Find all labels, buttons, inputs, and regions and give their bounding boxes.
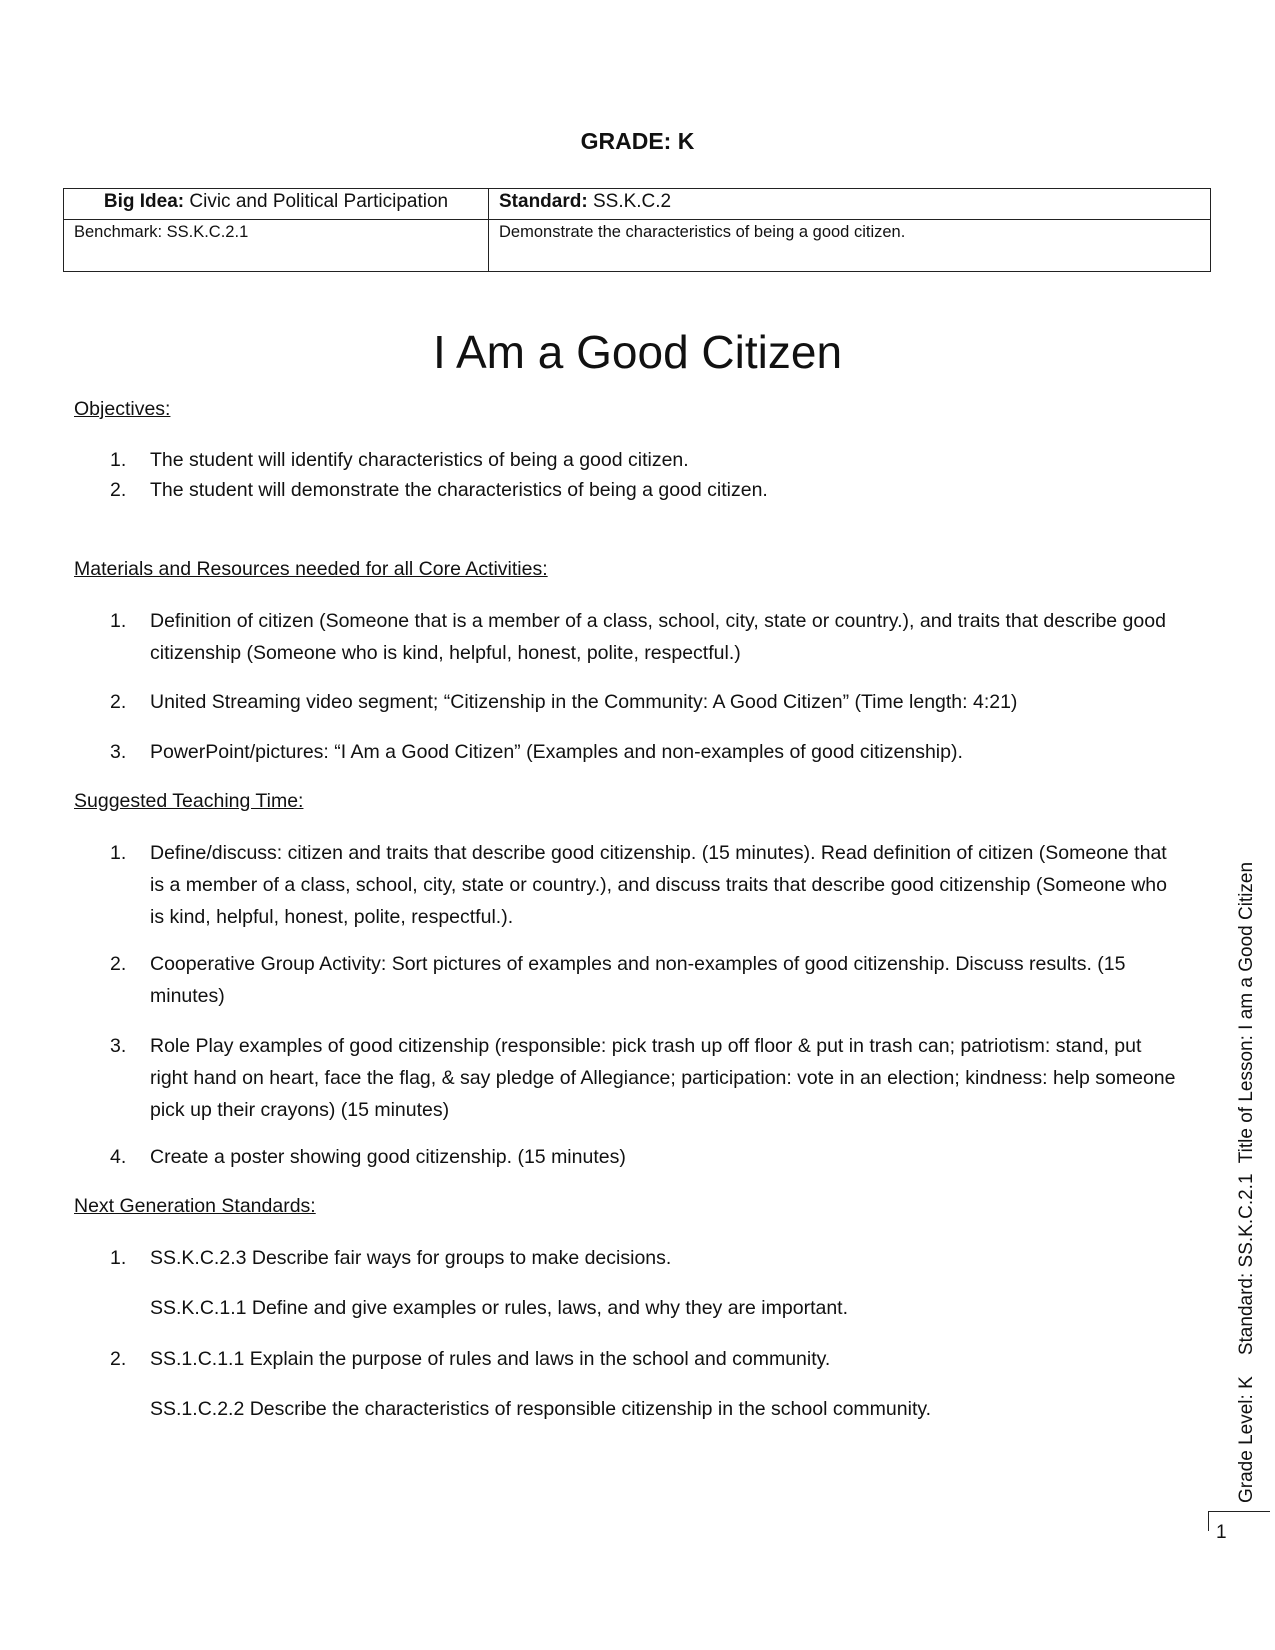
- list-item: [110, 474, 1180, 506]
- big-idea-cell: [64, 189, 489, 220]
- item-text: United Streaming video segment; “Citizenship in the Community: A Good Citizen” (Time length: 4:21): [150, 691, 1018, 713]
- materials-heading: Materials and Resources needed for all Core Activities:: [74, 558, 548, 580]
- item-number: 1.: [110, 842, 127, 864]
- list-item: [110, 686, 1180, 718]
- footer-divider-vertical: [1208, 1511, 1209, 1531]
- list-item: [110, 948, 1180, 1012]
- next-gen-heading: Next Generation Standards:: [74, 1195, 316, 1217]
- item-text: Cooperative Group Activity: Sort pictures of examples and non-examples of good citizenship. Discuss results. (15 minutes): [150, 953, 1126, 1007]
- standards-table: [63, 188, 1211, 272]
- item-number: 3.: [110, 1035, 127, 1057]
- footer-divider: [1208, 1511, 1270, 1512]
- list-item: [110, 736, 1180, 768]
- list-item: [110, 1242, 1180, 1274]
- big-idea-value: Civic and Political Participation: [189, 191, 449, 212]
- standard-label: Standard:: [499, 191, 588, 212]
- item-number: 4.: [110, 1146, 127, 1168]
- item-number: 1.: [110, 610, 127, 632]
- item-text: SS.1.C.1.1 Explain the purpose of rules and laws in the school and community.: [150, 1348, 831, 1370]
- standard-value: SS.K.C.2: [592, 191, 672, 212]
- benchmark-description-cell: Demonstrate the characteristics of being a good citizen.: [489, 220, 1211, 272]
- item-number: 2.: [110, 691, 127, 713]
- list-item: [110, 1343, 1180, 1375]
- item-text: Definition of citizen (Someone that is a member of a class, school, city, state or country.), and traits that describe good citizenship (Someone who is kind, helpful, honest, polite, respectful.): [150, 610, 1166, 664]
- item-number: 2.: [110, 953, 127, 975]
- grade-heading: GRADE: K: [580, 128, 695, 154]
- item-number: 2.: [110, 479, 127, 501]
- item-text: Define/discuss: citizen and traits that describe good citizenship. (15 minutes). Read definition of citizen (Someone that is a member of a class, school, city, state or country.), and discuss traits that describe good citizenship (Someone who is kind, helpful, honest, polite, respectful.).: [150, 842, 1167, 928]
- objectives-heading: Objectives:: [74, 398, 171, 420]
- list-item: [110, 444, 1180, 476]
- list-item: [110, 605, 1180, 669]
- item-number: 3.: [110, 741, 127, 763]
- big-idea-label: Big Idea:: [103, 191, 185, 212]
- list-item: [110, 1141, 1180, 1173]
- item-text: PowerPoint/pictures: “I Am a Good Citizen” (Examples and non-examples of good citizenship).: [150, 741, 963, 763]
- teaching-time-heading: Suggested Teaching Time:: [74, 790, 304, 812]
- item-number: 1.: [110, 449, 127, 471]
- sub-item-text: SS.K.C.1.1 Define and give examples or rules, laws, and why they are important.: [150, 1297, 849, 1319]
- item-text: SS.K.C.2.3 Describe fair ways for groups to make decisions.: [150, 1247, 672, 1269]
- standard-cell: [489, 189, 1211, 220]
- item-number: 2.: [110, 1348, 127, 1370]
- item-text: The student will identify characteristics of being a good citizen.: [150, 449, 689, 471]
- page-number: 1: [1216, 1522, 1227, 1543]
- list-item: [110, 837, 1180, 933]
- item-text: Create a poster showing good citizenship. (15 minutes): [150, 1146, 626, 1168]
- list-item: [110, 1030, 1180, 1126]
- sidebar-lesson-info: Grade Level: K Standard: SS.K.C.2.1 Title of Lesson: I am a Good Citizen: [1236, 861, 1257, 1503]
- item-text: Role Play examples of good citizenship (responsible: pick trash up off floor & put in trash can; patriotism: stand, put right hand on heart, face the flag, & say pledge of Allegiance; participation: vote in an election; kindness: help someone pick up their crayons) (15 minutes): [150, 1035, 1176, 1121]
- sub-item-text: SS.1.C.2.2 Describe the characteristics of responsible citizenship in the school community.: [150, 1398, 932, 1420]
- benchmark-cell: Benchmark: SS.K.C.2.1: [64, 220, 489, 272]
- lesson-title: I Am a Good Citizen: [432, 326, 843, 378]
- item-number: 1.: [110, 1247, 127, 1269]
- item-text: The student will demonstrate the characteristics of being a good citizen.: [150, 479, 768, 501]
